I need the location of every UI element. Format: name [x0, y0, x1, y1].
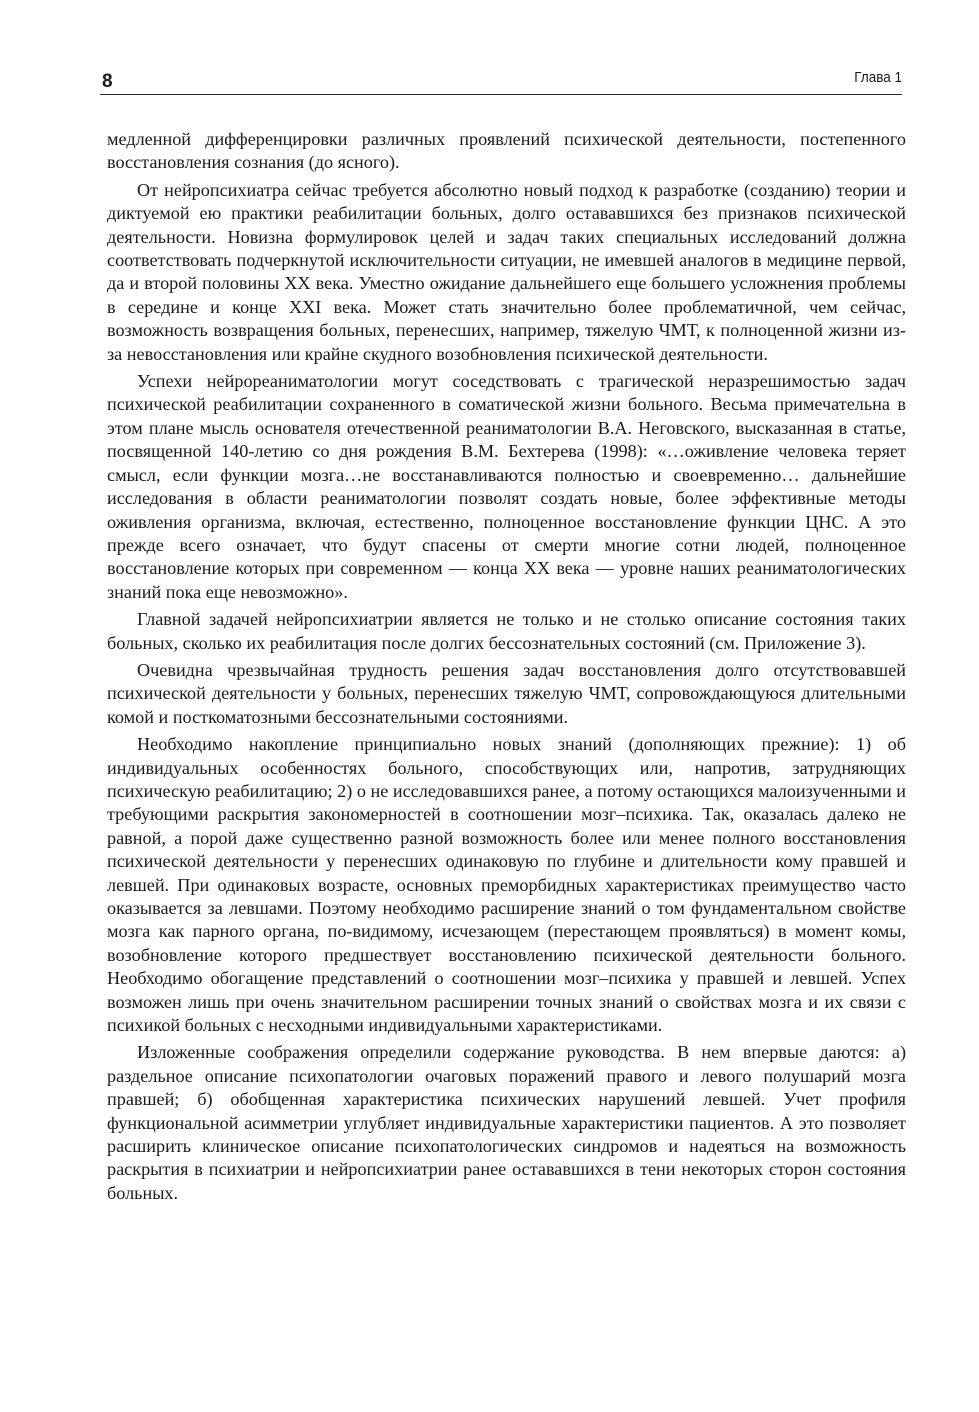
paragraph: Необходимо накопление принципиально новых знаний (дополняющих прежние): 1) об индивидуальных особенностях больного, способствующих или, напротив, затрудняющих психическую реабилитацию; 2) о не исследовавшихся ранее, а потому остающихся малоизученными и требующими раскрытия закономерностей в соотношении мозг–психика. Так, оказалась далеко не равной, а порой даже существенно разной возможность более или менее полного восстановления психической деятельности у перенесших одинаковую по глубине и длительности кому правшей и левшей. При одинаковых возрасте, основных преморбидных характеристиках преимущество часто оказывается за левшами. Поэтому необходимо расширение знаний о том фундаментальном свойстве мозга как парного органа, по-видимому, исчезающем (перестающем проявляться) в момент комы, возобновление которого предшествует восстановлению психической деятельности больного. Необходимо обогащение представлений о соотношении мозг–психика у правшей и левшей. Успех возможен лишь при очень значительном расширении точных знаний о свойствах мозга и их связи с психикой больных с несходными индивидуальными характеристиками.	[107, 734, 906, 1036]
paragraph: Успехи нейрореаниматологии могут соседствовать с трагической неразрешимостью задач психической реабилитации сохраненного в соматической жизни больного. Весьма примечательна в этом плане мысль основателя отечественной реаниматологии В.А. Неговского, высказанная в статье, посвященной 140-летию со дня рождения В.М. Бехтерева (1998): «…оживление человека теряет смысл, если функции мозга…не восстанавливаются полностью и своевременно… дальнейшие исследования в области реаниматологии позволят создать новые, более эффективные методы оживления организма, включая, естественно, полноценное восстановление функции ЦНС. А это прежде всего означает, что будут спасены от смерти многие сотни людей, полноценное восстановление которых при современном — конца XX века — уровне наших реаниматологических знаний пока еще невозможно».	[107, 371, 906, 602]
chapter-title: Глава 1	[854, 69, 902, 86]
paragraph: От нейропсихиатра сейчас требуется абсолютно новый подход к разработке (созданию) теории и диктуемой ею практики реабилитации больных, долго остававшихся без признаков психической деятельности. Новизна формулировок целей и задач таких специальных исследований должна соответствовать подчеркнутой исключительности ситуации, не имевшей аналогов в медицине первой, да и второй половины XX века. Уместно ожидание дальнейшего еще большего усложнения проблемы в середине и конце XXI века. Может стать значительно более проблематичной, чем сейчас, возможность возвращения больных, перенесших, например, тяжелую ЧМТ, к полноценной жизни из-за невосстановления или крайне скудного возобновления психической деятельности.	[107, 179, 906, 364]
page-number: 8	[102, 71, 113, 92]
body-text	[107, 128, 906, 1209]
paragraph: медленной дифференцировки различных проявлений психической деятельности, постепенного восстановления сознания (до ясного).	[107, 129, 906, 173]
page-header	[100, 64, 902, 95]
paragraph: Главной задачей нейропсихиатрии является не только и не столько описание состояния таких больных, сколько их реабилитация после долгих бессознательных состояний (см. Приложение 3).	[107, 609, 906, 653]
paragraph: Очевидна чрезвычайная трудность решения задач восстановления долго отсутствовавшей психической деятельности у больных, перенесших тяжелую ЧМТ, сопровождающуюся длительными комой и посткоматозными бессознательными состояниями.	[107, 659, 906, 727]
paragraph: Изложенные соображения определили содержание руководства. В нем впервые даются: а) раздельное описание психопатологии очаговых поражений правого и левого полушарий мозга правшей; б) обобщенная характеристика психических нарушений левшей. Учет профиля функциональной асимметрии углубляет индивидуальные характеристики пациентов. А это позволяет расширить клиническое описание психопатологических синдромов и надеяться на возможность раскрытия в психиатрии и нейропсихиатрии ранее остававшихся в тени некоторых сторон состояния больных.	[107, 1042, 906, 1203]
